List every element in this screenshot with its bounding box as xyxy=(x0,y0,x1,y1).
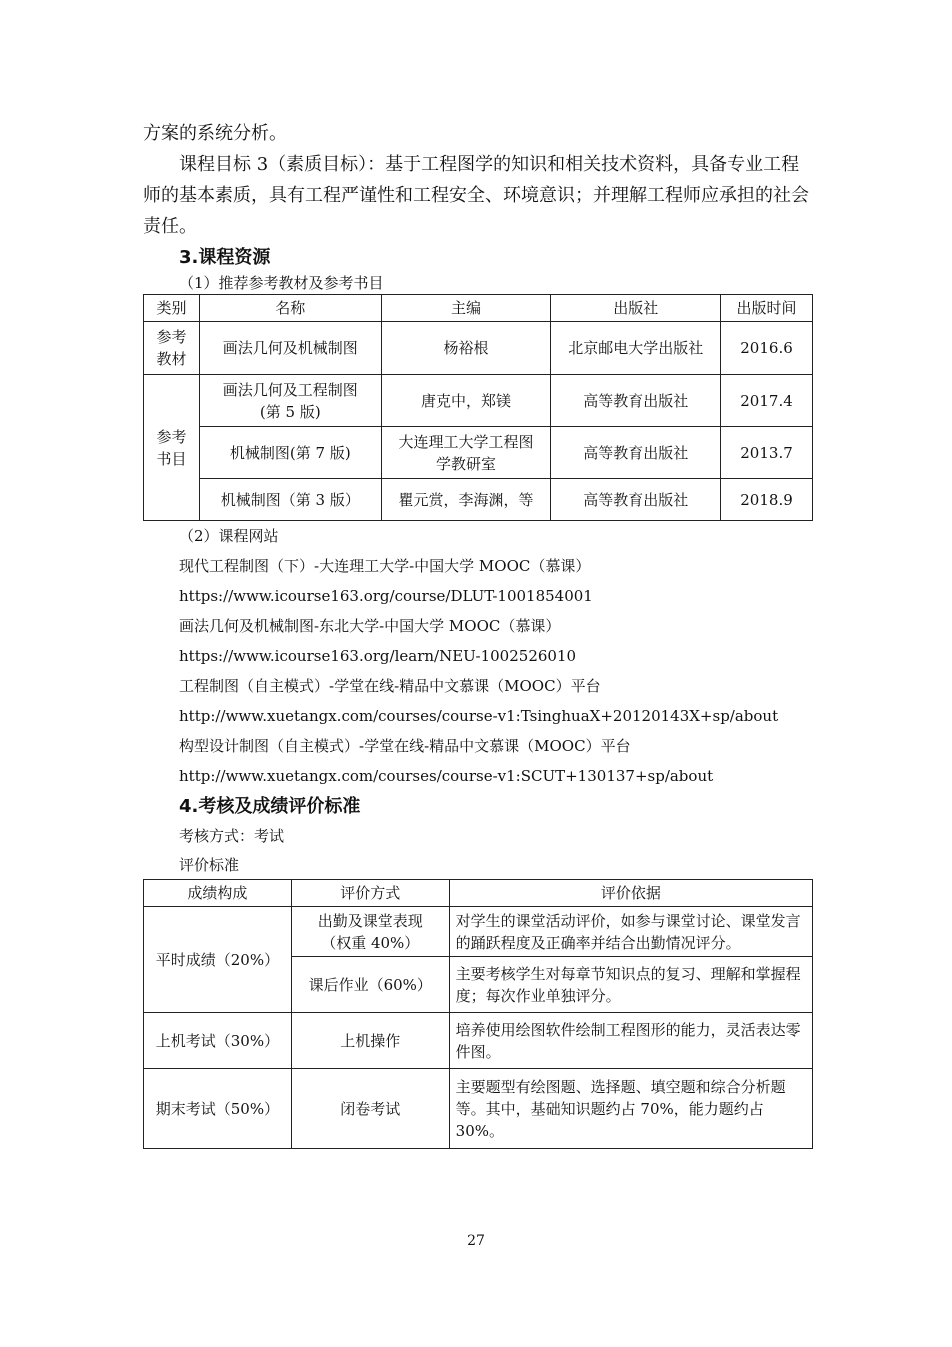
reference-books-table xyxy=(143,294,813,521)
book-editor: 大连理工大学工程图学教研室 xyxy=(381,427,551,479)
book-publisher: 高等教育出版社 xyxy=(551,427,721,479)
book-date: 2016.6 xyxy=(721,322,813,375)
course-goal-3: 课程目标 3（素质目标）：基于工程图学的知识和相关技术资料，具备专业工程师的基本素质，具有工程严谨性和工程安全、环境意识；并理解工程师应承担的社会责任。 xyxy=(143,154,809,237)
website-title: 现代工程制图（下）-大连理工大学-中国大学 MOOC（慕课） xyxy=(179,557,591,575)
table-row xyxy=(144,1069,813,1149)
header-score-part: 成绩构成 xyxy=(144,880,292,907)
header-name: 名称 xyxy=(199,295,381,322)
table-row xyxy=(144,907,813,957)
table-header-row xyxy=(144,880,813,907)
eval-basis: 主要题型有绘图题、选择题、填空题和综合分析题等。其中，基础知识题约占 70%，能力题约占 30%。 xyxy=(449,1069,812,1149)
book-name: 机械制图（第 3 版） xyxy=(199,479,381,521)
book-editor: 唐克中，郑镁 xyxy=(381,375,551,427)
book-date: 2013.7 xyxy=(721,427,813,479)
web-caption: （2）课程网站 xyxy=(179,527,279,545)
eval-basis: 主要考核学生对每章节知识点的复习、理解和掌握程度；每次作业单独评分。 xyxy=(449,957,812,1013)
website-title: 工程制图（自主模式）-学堂在线-精品中文慕课（MOOC）平台 xyxy=(179,677,601,695)
table-row xyxy=(144,375,813,427)
criteria-caption: 评价标准 xyxy=(179,856,240,874)
assessment-table xyxy=(143,879,813,1149)
book-editor: 瞿元赏，李海渊，等 xyxy=(381,479,551,521)
book-publisher: 北京邮电大学出版社 xyxy=(551,322,721,375)
table-row xyxy=(144,427,813,479)
table-row xyxy=(144,1013,813,1069)
document-page xyxy=(143,118,813,1149)
category-cell: 参考书目 xyxy=(144,375,200,521)
eval-method: 闭卷考试 xyxy=(291,1069,449,1149)
page-number: 27 xyxy=(467,1233,485,1249)
header-editor: 主编 xyxy=(381,295,551,322)
book-date: 2017.4 xyxy=(721,375,813,427)
score-part-final: 期末考试（50%） xyxy=(144,1069,292,1149)
header-eval-basis: 评价依据 xyxy=(449,880,812,907)
header-category: 类别 xyxy=(144,295,200,322)
website-url[interactable]: http://www.xuetangx.com/courses/course-v1:SCUT+130137+sp/about xyxy=(179,767,714,785)
book-name: 机械制图(第 7 版) xyxy=(199,427,381,479)
website-url[interactable]: https://www.icourse163.org/learn/NEU-1002526010 xyxy=(179,647,577,665)
website-title: 构型设计制图（自主模式）-学堂在线-精品中文慕课（MOOC）平台 xyxy=(179,737,631,755)
eval-method: 出勤及课堂表现（权重 40%） xyxy=(291,907,449,957)
table-row xyxy=(144,479,813,521)
book-editor: 杨裕根 xyxy=(381,322,551,375)
eval-method: 上机操作 xyxy=(291,1013,449,1069)
section-3-heading: 3.课程资源 xyxy=(179,247,271,268)
category-cell: 参考教材 xyxy=(144,322,200,375)
book-name: 画法几何及工程制图(第 5 版) xyxy=(199,375,381,427)
website-title: 画法几何及机械制图-东北大学-中国大学 MOOC（慕课） xyxy=(179,617,561,635)
book-name: 画法几何及机械制图 xyxy=(199,322,381,375)
eval-basis: 培养使用绘图软件绘制工程图形的能力，灵活表达零件图。 xyxy=(449,1013,812,1069)
assessment-method: 考核方式：考试 xyxy=(179,827,285,845)
website-url[interactable]: https://www.icourse163.org/course/DLUT-1001854001 xyxy=(179,587,593,605)
table-header-row xyxy=(144,295,813,322)
book-date: 2018.9 xyxy=(721,479,813,521)
books-caption: （1）推荐参考教材及参考书目 xyxy=(179,274,384,292)
section-4-heading: 4.考核及成绩评价标准 xyxy=(179,796,361,817)
book-publisher: 高等教育出版社 xyxy=(551,375,721,427)
eval-basis: 对学生的课堂活动评价，如参与课堂讨论、课堂发言的踊跃程度及正确率并结合出勤情况评分。 xyxy=(449,907,812,957)
book-publisher: 高等教育出版社 xyxy=(551,479,721,521)
header-eval-method: 评价方式 xyxy=(291,880,449,907)
header-publisher: 出版社 xyxy=(551,295,721,322)
header-date: 出版时间 xyxy=(721,295,813,322)
score-part-lab: 上机考试（30%） xyxy=(144,1013,292,1069)
table-row xyxy=(144,322,813,375)
website-url[interactable]: http://www.xuetangx.com/courses/course-v1:TsinghuaX+20120143X+sp/about xyxy=(179,707,779,725)
eval-method: 课后作业（60%） xyxy=(291,957,449,1013)
intro-line: 方案的系统分析。 xyxy=(143,123,287,144)
score-part-usual: 平时成绩（20%） xyxy=(144,907,292,1013)
